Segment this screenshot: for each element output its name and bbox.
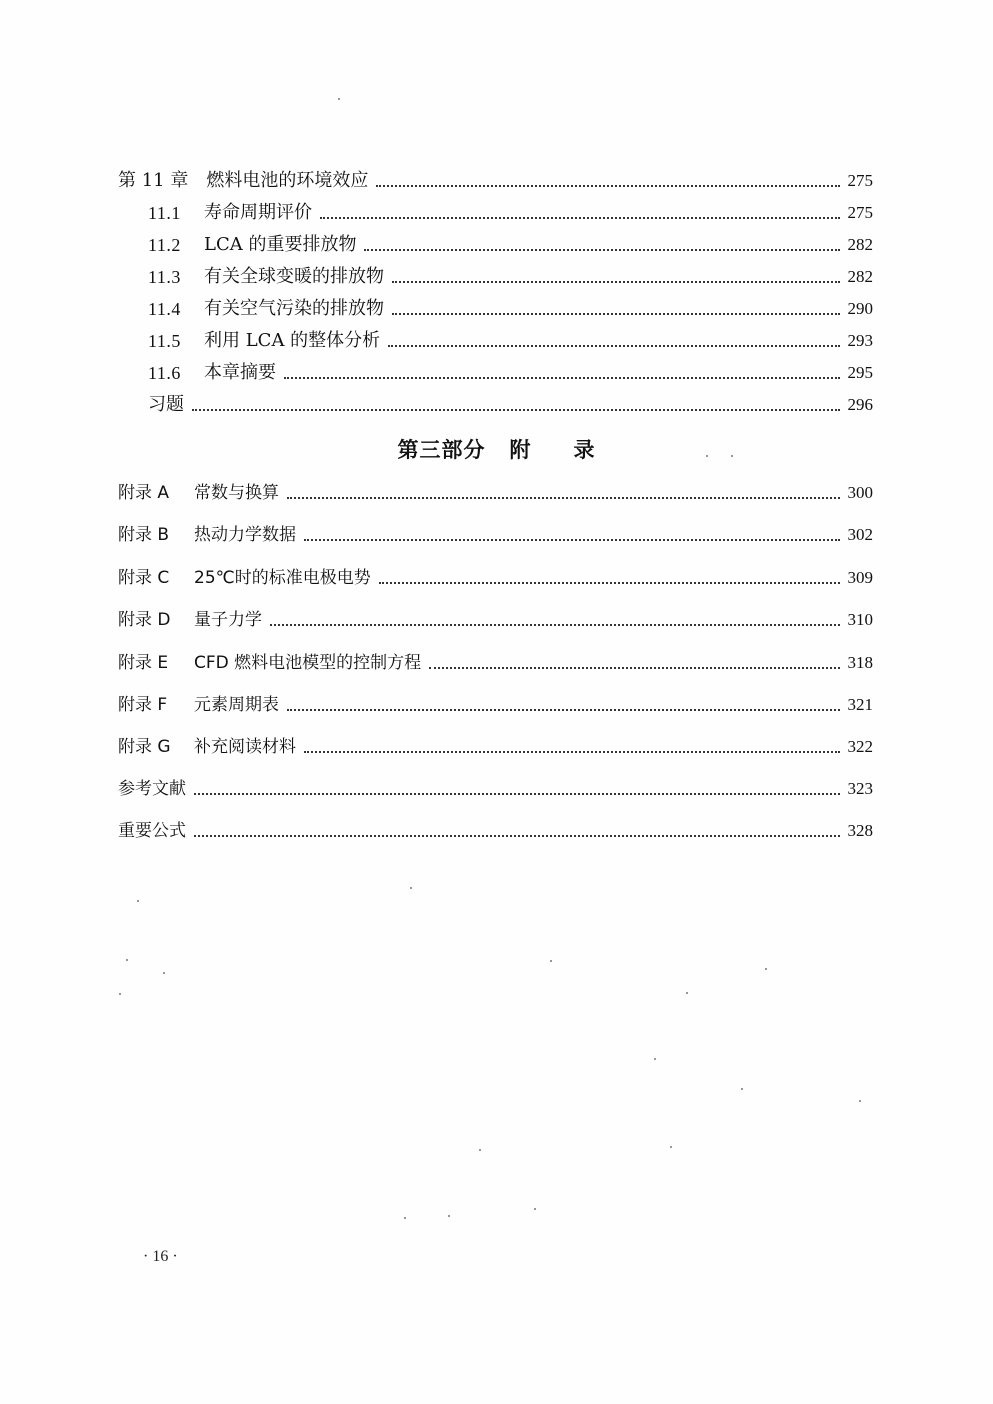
dot-leader <box>194 834 840 837</box>
section-number: 11.2 <box>148 235 181 255</box>
toc-appendix-b[interactable] <box>118 516 873 546</box>
toc-section-11-1[interactable] <box>148 194 873 224</box>
dot-leader <box>364 248 839 251</box>
appendix-label: 附录 C <box>118 568 170 588</box>
appendix-label: 附录 F <box>118 695 168 715</box>
appendix-label: 附录 B <box>118 525 170 545</box>
appendix-title: 元素周期表 <box>194 695 279 715</box>
scan-speck <box>410 887 412 889</box>
page-folio: · 16 · <box>143 1248 178 1265</box>
scan-speck <box>731 455 733 457</box>
key-formulas-title: 重要公式 <box>118 821 186 841</box>
chapter-title: 燃料电池的环境效应 <box>206 170 369 191</box>
scan-speck <box>479 1149 481 1151</box>
appendix-label: 附录 A <box>118 483 170 503</box>
dot-leader <box>270 623 840 626</box>
dot-leader <box>304 750 840 753</box>
scan-speck <box>126 959 128 961</box>
appendix-title: 补充阅读材料 <box>194 737 296 757</box>
scan-speck <box>534 1208 536 1210</box>
part-word-1: 附 <box>509 438 532 462</box>
page-number: 321 <box>847 695 873 714</box>
section-number: 11.1 <box>148 203 181 223</box>
appendix-label: 附录 D <box>118 610 171 630</box>
toc-references[interactable] <box>118 770 873 800</box>
appendix-label: 附录 E <box>118 653 169 673</box>
section-title: 利用 LCA 的整体分析 <box>204 330 381 351</box>
scan-speck <box>654 1058 656 1060</box>
dot-leader <box>287 496 840 499</box>
scan-speck <box>741 1088 743 1090</box>
page-number: 275 <box>847 171 873 190</box>
dot-leader <box>304 538 840 541</box>
page-number: 275 <box>847 203 873 222</box>
toc-chapter-11[interactable] <box>118 162 873 192</box>
section-number: 11.3 <box>148 267 181 287</box>
part-label: 第三部分 <box>397 438 486 462</box>
toc-appendix-e[interactable] <box>118 644 873 674</box>
dot-leader <box>192 408 840 411</box>
dot-leader <box>284 376 840 379</box>
section-number: 11.4 <box>148 299 181 319</box>
toc-section-11-3[interactable] <box>148 258 873 288</box>
scan-speck <box>119 993 121 995</box>
appendix-title: 量子力学 <box>194 610 262 630</box>
toc-appendix-a[interactable] <box>118 474 873 504</box>
dot-leader <box>379 581 840 584</box>
part-heading <box>0 434 993 464</box>
toc-appendix-f[interactable] <box>118 686 873 716</box>
dot-leader <box>392 312 840 315</box>
appendix-title: 25℃时的标准电极电势 <box>194 568 371 588</box>
appendix-title: 热动力学数据 <box>194 525 296 545</box>
page-number: 296 <box>847 395 873 414</box>
page-number: 282 <box>847 267 873 286</box>
section-title: 有关全球变暖的排放物 <box>204 266 384 287</box>
toc-section-11-6[interactable] <box>148 354 873 384</box>
exercises-title: 习题 <box>148 394 184 415</box>
toc-exercises[interactable] <box>148 386 873 416</box>
page-number: 300 <box>847 483 873 502</box>
section-title: 本章摘要 <box>204 362 276 383</box>
page-number: 295 <box>847 363 873 382</box>
dot-leader <box>376 184 839 187</box>
scan-speck <box>686 992 688 994</box>
dot-leader <box>429 666 839 669</box>
dot-leader <box>388 344 839 347</box>
page-number: 282 <box>847 235 873 254</box>
toc-section-11-5[interactable] <box>148 322 873 352</box>
toc-appendix-g[interactable] <box>118 728 873 758</box>
scan-speck <box>404 1217 406 1219</box>
page-number: 290 <box>847 299 873 318</box>
references-title: 参考文献 <box>118 779 186 799</box>
appendix-title: CFD 燃料电池模型的控制方程 <box>194 653 422 673</box>
page-number: 302 <box>847 525 873 544</box>
dot-leader <box>392 280 840 283</box>
page-number: 323 <box>847 779 873 798</box>
page-number: 318 <box>847 653 873 672</box>
page-number: 293 <box>847 331 873 350</box>
scan-speck <box>706 455 708 457</box>
section-title: 寿命周期评价 <box>204 202 312 223</box>
toc-appendix-d[interactable] <box>118 601 873 631</box>
section-title: LCA 的重要排放物 <box>204 234 357 255</box>
scan-speck <box>163 972 165 974</box>
scan-speck <box>859 1100 861 1102</box>
scan-speck <box>765 968 767 970</box>
toc-section-11-2[interactable] <box>148 226 873 256</box>
section-title: 有关空气污染的排放物 <box>204 298 384 319</box>
chapter-number: 第 11 章 <box>118 170 189 191</box>
scan-speck <box>137 900 139 902</box>
section-number: 11.6 <box>148 363 181 383</box>
part-word-2: 录 <box>573 438 596 462</box>
appendix-title: 常数与换算 <box>194 483 279 503</box>
toc-section-11-4[interactable] <box>148 290 873 320</box>
page-number: 310 <box>847 610 873 629</box>
scan-speck <box>448 1215 450 1217</box>
page-number: 322 <box>847 737 873 756</box>
dot-leader <box>194 792 840 795</box>
toc-key-formulas[interactable] <box>118 812 873 842</box>
page-number: 328 <box>847 821 873 840</box>
dot-leader <box>320 216 840 219</box>
dot-leader <box>287 708 840 711</box>
toc-appendix-c[interactable] <box>118 559 873 589</box>
scan-speck <box>670 1146 672 1148</box>
section-number: 11.5 <box>148 331 181 351</box>
scan-speck <box>550 960 552 962</box>
page-number: 309 <box>847 568 873 587</box>
appendix-label: 附录 G <box>118 737 171 757</box>
scan-speck <box>338 98 340 100</box>
